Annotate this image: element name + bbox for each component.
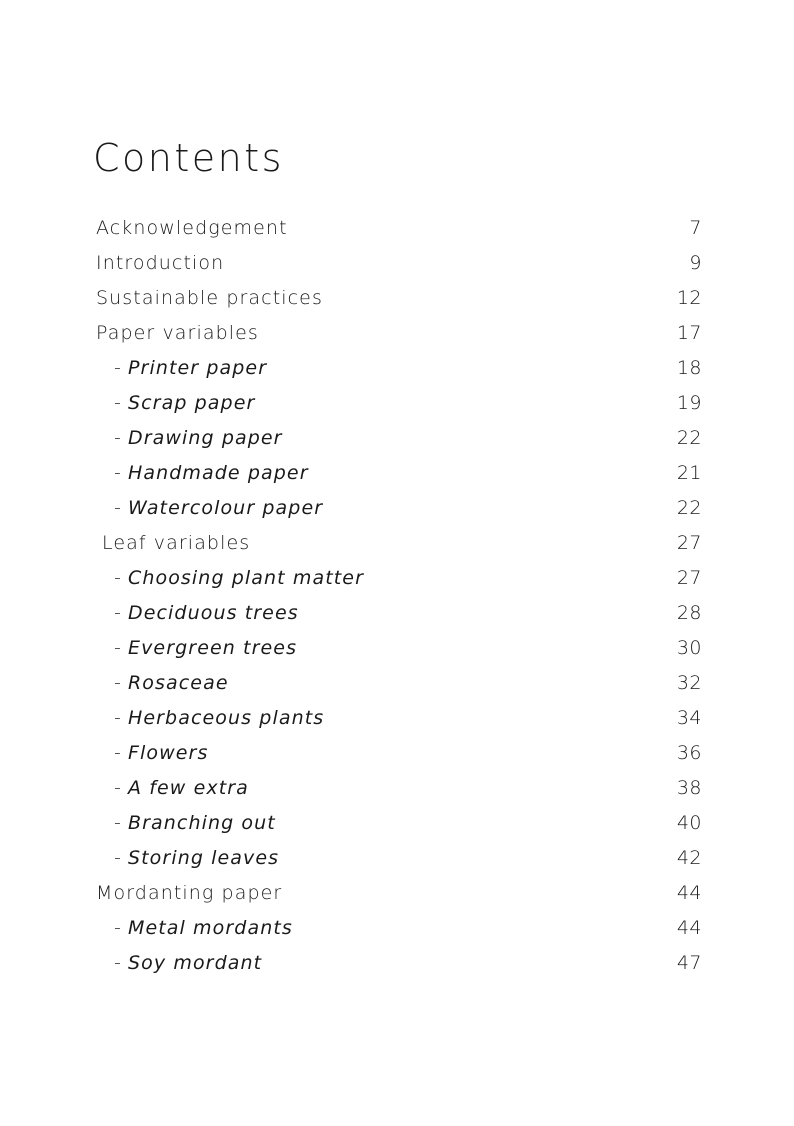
subentry-dash: - — [114, 497, 122, 519]
toc-entry[interactable] — [96, 526, 704, 561]
toc-subentry[interactable] — [96, 946, 704, 981]
toc-subentry[interactable] — [96, 386, 704, 421]
toc-entry[interactable] — [96, 281, 704, 316]
subentry-dash: - — [114, 602, 122, 624]
toc-entry-page: 47 — [676, 952, 702, 974]
toc-entry-title: Introduction — [96, 252, 225, 274]
page-title: Contents — [93, 136, 284, 180]
toc-subentry[interactable] — [96, 701, 704, 736]
toc-entry-page: 12 — [676, 287, 702, 309]
toc-entry-page: 7 — [689, 217, 702, 239]
toc-entry[interactable] — [96, 211, 704, 246]
toc-entry-title: Sustainable practices — [96, 287, 323, 309]
toc-entry-page: 18 — [676, 357, 702, 379]
toc-entry-page: 44 — [676, 917, 702, 939]
toc-entry-title: Mordanting paper — [96, 882, 283, 904]
toc-subentry-title: Evergreen trees — [127, 637, 298, 659]
toc-subentry-title: Scrap paper — [127, 392, 256, 414]
subentry-dash: - — [114, 952, 122, 974]
toc-entry-page: 28 — [676, 602, 702, 624]
toc-subentry[interactable] — [96, 841, 704, 876]
toc-entry[interactable] — [96, 316, 704, 351]
toc-subentry[interactable] — [96, 911, 704, 946]
subentry-dash: - — [114, 427, 122, 449]
toc-entry[interactable] — [96, 876, 704, 911]
toc-entry-page: 22 — [676, 497, 702, 519]
toc-subentry[interactable] — [96, 631, 704, 666]
toc-subentry-title: Soy mordant — [127, 952, 263, 974]
subentry-dash: - — [114, 637, 122, 659]
subentry-dash: - — [114, 917, 122, 939]
subentry-dash: - — [114, 812, 122, 834]
toc-subentry-title: Printer paper — [127, 357, 268, 379]
toc-entry-page: 21 — [676, 462, 702, 484]
toc-subentry[interactable] — [96, 351, 704, 386]
toc-subentry-title: Storing leaves — [127, 847, 280, 869]
toc-subentry[interactable] — [96, 736, 704, 771]
toc-subentry-title: Herbaceous plants — [127, 707, 325, 729]
toc-subentry-title: Branching out — [127, 812, 276, 834]
subentry-dash: - — [114, 462, 122, 484]
toc-entry-page: 22 — [676, 427, 702, 449]
toc-subentry-title: Handmade paper — [127, 462, 309, 484]
toc-subentry-title: Flowers — [127, 742, 209, 764]
toc-entry-page: 44 — [676, 882, 702, 904]
toc-subentry[interactable] — [96, 666, 704, 701]
toc-subentry[interactable] — [96, 806, 704, 841]
toc-entry-page: 17 — [676, 322, 702, 344]
subentry-dash: - — [114, 847, 122, 869]
toc-entry-title: Acknowledgement — [96, 217, 288, 239]
toc-subentry[interactable] — [96, 596, 704, 631]
toc-subentry[interactable] — [96, 421, 704, 456]
toc-entry-page: 40 — [676, 812, 702, 834]
toc-subentry-title: Drawing paper — [127, 427, 283, 449]
toc-subentry[interactable] — [96, 456, 704, 491]
toc-subentry[interactable] — [96, 491, 704, 526]
toc-entry[interactable] — [96, 246, 704, 281]
toc-entry-title: Paper variables — [96, 322, 259, 344]
toc-subentry-title: Watercolour paper — [127, 497, 324, 519]
toc-subentry-title: Rosaceae — [127, 672, 229, 694]
toc-entry-page: 36 — [676, 742, 702, 764]
toc-entry-page: 34 — [676, 707, 702, 729]
toc-entry-page: 19 — [676, 392, 702, 414]
toc-entry-page: 38 — [676, 777, 702, 799]
subentry-dash: - — [114, 707, 122, 729]
toc-subentry[interactable] — [96, 561, 704, 596]
toc-subentry-title: A few extra — [127, 777, 249, 799]
subentry-dash: - — [114, 672, 122, 694]
subentry-dash: - — [114, 567, 122, 589]
toc-entry-page: 42 — [676, 847, 702, 869]
toc-entry-page: 9 — [689, 252, 702, 274]
subentry-dash: - — [114, 777, 122, 799]
table-of-contents — [96, 211, 704, 981]
toc-entry-page: 27 — [676, 532, 702, 554]
subentry-dash: - — [114, 392, 122, 414]
toc-entry-page: 32 — [676, 672, 702, 694]
toc-subentry[interactable] — [96, 771, 704, 806]
toc-subentry-title: Choosing plant matter — [127, 567, 365, 589]
subentry-dash: - — [114, 742, 122, 764]
toc-entry-page: 30 — [676, 637, 702, 659]
toc-subentry-title: Metal mordants — [127, 917, 293, 939]
toc-entry-page: 27 — [676, 567, 702, 589]
toc-subentry-title: Deciduous trees — [127, 602, 299, 624]
subentry-dash: - — [114, 357, 122, 379]
toc-entry-title: Leaf variables — [102, 532, 251, 554]
